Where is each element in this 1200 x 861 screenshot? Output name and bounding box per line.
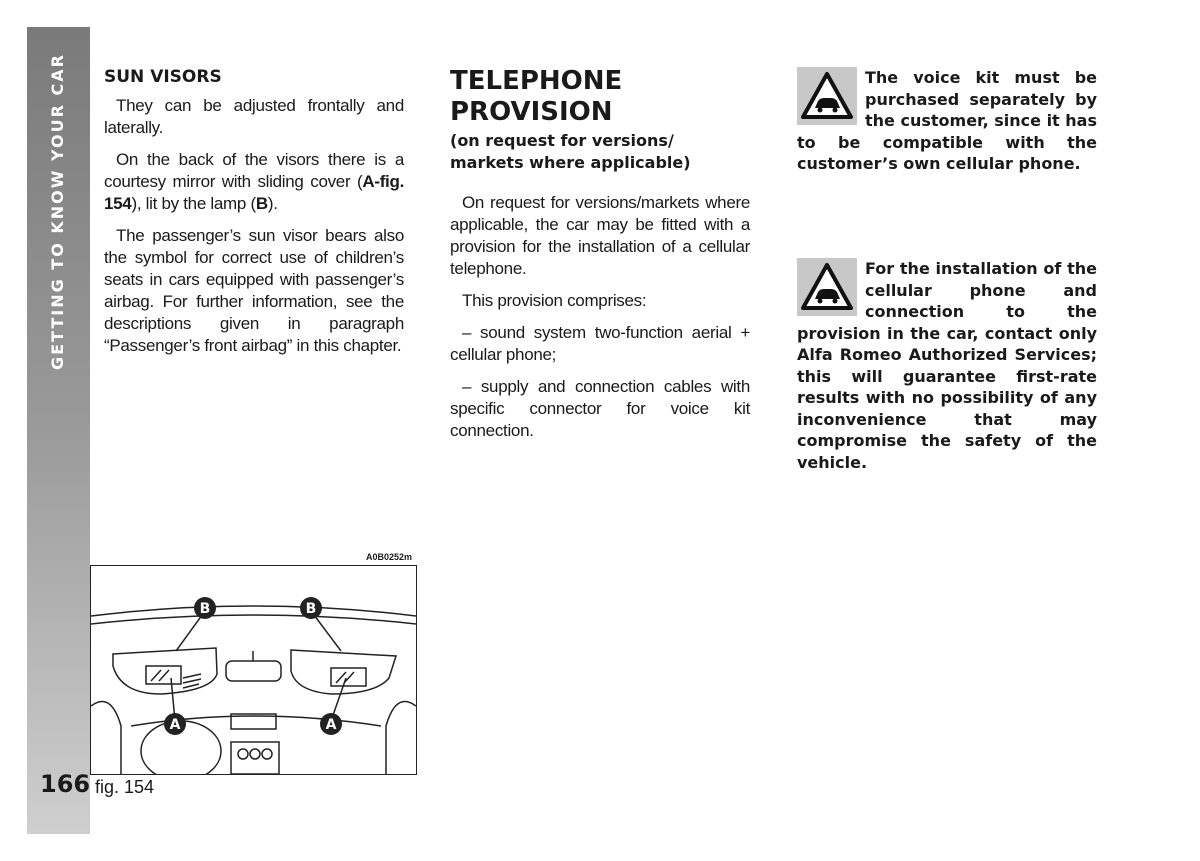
page-number: 166 (40, 770, 91, 798)
telephone-para-4: – supply and connection cables with specific connector for voice kit connection. (450, 377, 750, 440)
telephone-provision-column (450, 66, 750, 452)
subtitle-line-2: markets where applicable) (450, 153, 691, 172)
warning-installation-text: For the installation of the cellular phone and connection to the provision in the car, contact only Alfa Romeo Authorized Services; this will guarantee first-rate results with no possibility of any inconvenience that may compromise the safety of the vehicle. (797, 259, 1097, 472)
sun-visors-para-3: The passenger’s sun visor bears also the symbol for correct use of children’s seats in cars equipped with passenger’s airbag. For further information, see the descriptions given in paragraph “Passenger’s front airbag” in this chapter. (104, 226, 404, 355)
sun-visors-column (104, 67, 404, 367)
warning-voice-kit-text: The voice kit must be purchased separately by the customer, since it has to be compatible with the customer’s own cellular phone. (797, 68, 1097, 173)
label-b-right-text: B (305, 601, 317, 617)
telephone-title-line-2: PROVISION (450, 97, 613, 127)
sun-visors-para-2 (104, 149, 404, 215)
warning-triangle-icon (797, 258, 857, 316)
telephone-para-1: On request for versions/markets where applicable, the car may be fitted with a provision for the installation of a cellular telephone. (450, 193, 750, 278)
figure-caption: fig. 154 (95, 777, 155, 797)
telephone-title-line-1: TELEPHONE (450, 66, 623, 96)
para-2-text-a: On the back of the visors there is a courtesy mirror with sliding cover ( (104, 150, 404, 191)
sun-visors-heading: SUN VISORS (104, 67, 222, 87)
figure-reference: A-fig. 154 (104, 172, 404, 213)
sun-visor-illustration (90, 565, 417, 775)
telephone-para-3: – sound system two-function aerial + cellular phone; (450, 323, 750, 364)
car-interior-drawing (91, 566, 416, 774)
warning-voice-kit (797, 67, 1097, 175)
subtitle-line-1: (on request for versions/ (450, 131, 674, 150)
para-2-text-c: ). (267, 194, 278, 213)
figure-code: A0B0252m (366, 552, 413, 562)
label-a-left-text: A (169, 717, 181, 733)
sun-visors-para-1: They can be adjusted frontally and laterally. (104, 96, 404, 137)
lamp-reference: B (255, 194, 268, 213)
warning-installation (797, 258, 1097, 473)
telephone-subtitle (450, 130, 750, 174)
section-label: GETTING TO KNOW YOUR CAR (48, 53, 67, 370)
telephone-para-2: This provision comprises: (462, 291, 647, 310)
para-2-text-b: ), lit by the lamp ( (131, 194, 256, 213)
label-a-right-text: A (325, 717, 337, 733)
label-b-left-text: B (199, 601, 211, 617)
warning-triangle-icon (797, 67, 857, 125)
